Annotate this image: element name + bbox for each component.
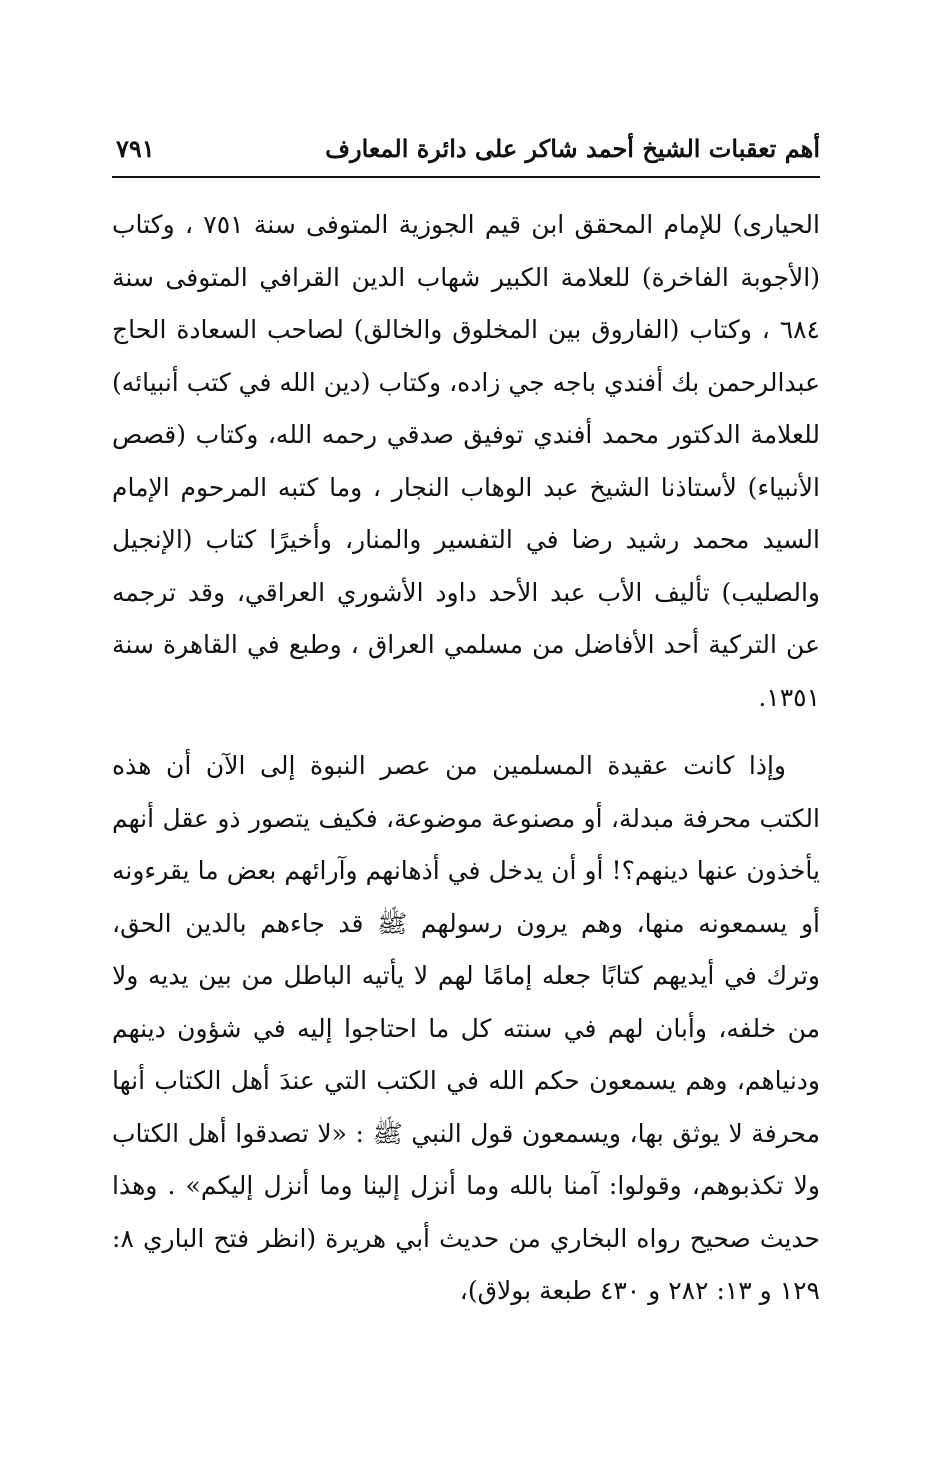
page-body [112,199,820,1318]
page-number: ٧٩١ [116,134,155,163]
paragraph-1: الحيارى) للإمام المحقق ابن قيم الجوزية المتوفى سنة ٧٥١ ، وكتاب (الأجوبة الفاخرة) للعلامة الكبير شهاب الدين القرافي المتوفى سنة ٦٨٤ ، وكتاب (الفاروق بين المخلوق والخالق) لصاحب السعادة الحاج عبدالرحمن بك أفندي باجه جي زاده، وكتاب (دين الله في كتب أنبيائه) للعلامة الدكتور محمد أفندي توفيق صدقي رحمه الله، وكتاب (قصص الأنبياء) لأستاذنا الشيخ عبد الوهاب النجار ، وما كتبه المرحوم الإمام السيد محمد رشيد رضا في التفسير والمنار، وأخيرًا كتاب (الإنجيل والصليب) تأليف الأب عبد الأحد داود الأشوري العراقي، وقد ترجمه عن التركية أحد الأفاضل من مسلمي العراق ، وطبع في القاهرة سنة ١٣٥١. [112,210,820,712]
running-header [112,128,820,172]
paragraph-2: وإذا كانت عقيدة المسلمين من عصر النبوة إلى الآن أن هذه الكتب محرفة مبدلة، أو مصنوعة موضوعة، فكيف يتصور ذو عقل أنهم يأخذون عنها دينهم؟! أو أن يدخل في أذهانهم وآرائهم بعض ما يقرءونه أو يسمعونه منها، وهم يرون رسولهم ﷺ قد جاءهم بالدين الحق، وترك في أيديهم كتابًا جعله إمامًا لهم لا يأتيه الباطل من بين يديه ولا من خلفه، وأبان لهم في سنته كل ما احتاجوا إليه في شؤون دينهم ودنياهم، وهم يسمعون حكم الله في الكتب التي عندَ أهل الكتاب أنها محرفة لا يوثق بها، ويسمعون قول النبي ﷺ : «لا تصدقوا أهل الكتاب ولا تكذبوهم، وقولوا: آمنا بالله وما أنزل إلينا وما أنزل إليكم» . وهذا حديث صحيح رواه البخاري من حديث أبي هريرة (انظر فتح الباري ٨: ١٢٩ و ١٣: ٢٨٢ و ٤٣٠ طبعة بولاق)، [112,751,820,1305]
running-title: أهم تعقبات الشيخ أحمد شاكر على دائرة المعارف [325,134,820,163]
header-divider [112,176,820,178]
